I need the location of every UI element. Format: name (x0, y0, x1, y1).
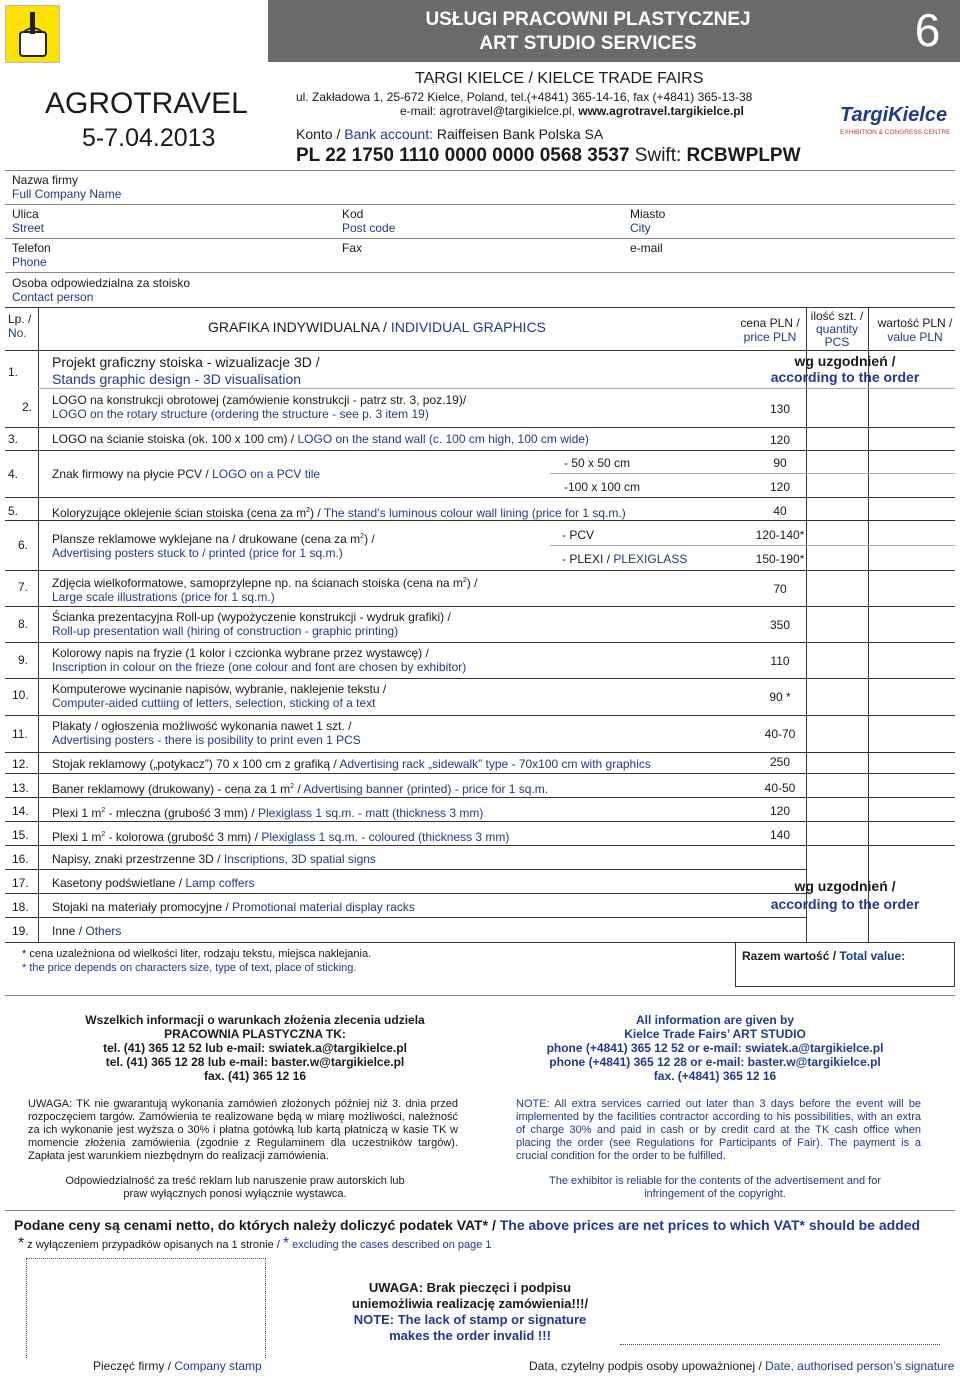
col-price-pl: cena PLN / (740, 316, 800, 330)
signature-label-pl: Data, czytelny podpis osoby upoważnionej / (529, 1359, 766, 1373)
row9-number: 9. (18, 653, 29, 667)
field-postcode-label-pl: Kod (342, 207, 364, 221)
row1-en: Stands graphic design - 3D visualisation (52, 371, 302, 387)
row19-en: Others (85, 924, 122, 938)
organizer-name: TARGI KIELCE / KIELCE TRADE FAIRS (415, 70, 704, 87)
late-order-warning-pl: UWAGA: TK nie gwarantują wykonania zamówień złożonych później niż 3. dnia przed rozpoczęciem targów. Zamówienia te realizowane będą w miarę możliwości, należność za ich wykonanie jest wyższa o 30% i płatna gotówką lub kartą płatniczą w kasie TK w momencie złożenia zamówienia (zgodnie z Regulaminem dla uczestników targów). Zapłata jest warunkiem niezbędnym do realizacji zamówienia. (28, 1098, 458, 1162)
row7-sup: 2 (462, 577, 467, 584)
row13-price: 40-50 (764, 781, 796, 795)
bank-name: Raiffeisen Bank Polska SA (433, 126, 604, 142)
row9-en: Inscription in colour on the frieze (one colour and font are chosen by exhibitor) (52, 660, 467, 674)
col-qty-en: quantity (815, 322, 859, 336)
row6-option1: - PCV (562, 528, 595, 542)
row1-number: 1. (8, 365, 19, 379)
row6-pl2: ) / (364, 532, 375, 546)
footnote-pl: * cena uzależniona od wielkości liter, rodzaju tekstu, miejsca naklejania. (22, 948, 372, 960)
row5-sup: 2 (306, 507, 311, 514)
row1-description (52, 354, 320, 388)
row11-pl: Plakaty / ogłoszenia możliwość wykonania nawet 1 szt. / (52, 719, 352, 733)
paint-can-icon (6, 6, 61, 64)
row18-number: 18. (12, 900, 29, 914)
row6-price1: 120-140* (755, 528, 805, 542)
stamp-warning-pl1: UWAGA: Brak pieczęci i podpisu (368, 1280, 572, 1295)
field-contact-person[interactable] (12, 276, 190, 304)
row15-description (52, 828, 509, 844)
header-title-pl: USŁUGI PRACOWNI PLASTYCZNEJ (425, 9, 751, 30)
row19-pl: Inne / (52, 924, 86, 938)
row7-number: 7. (18, 580, 29, 594)
row15-pl2: - kolorowa (grubość 3 mm) / (105, 830, 262, 844)
row14-pl: Plexi 1 m (52, 806, 102, 820)
row5-number: 5. (8, 504, 19, 518)
total-label-pl: Razem wartość / (742, 949, 840, 963)
field-phone-label-en: Phone (12, 255, 47, 269)
row15-number: 15. (12, 828, 29, 842)
row9-price: 110 (770, 654, 790, 668)
field-phone-label-pl: Telefon (12, 241, 51, 255)
brand-logo-sub: EXHIBITION & CONGRESS CENTRE (840, 129, 951, 136)
col-price-header (735, 316, 805, 344)
row4-price2: 120 (769, 480, 791, 494)
row4-price1: 90 (773, 456, 787, 470)
row4-description (52, 467, 320, 481)
row7-description (52, 574, 477, 604)
row9-description (52, 646, 466, 674)
row17-number: 17. (12, 876, 29, 890)
row11-description (52, 719, 361, 747)
field-company-label-en: Full Company Name (12, 187, 122, 201)
row3-number: 3. (8, 432, 19, 446)
vat-star-1: * (18, 1235, 25, 1252)
row4-pl: Znak firmowy na płycie PCV / (52, 467, 213, 481)
field-street-label-en: Street (12, 221, 45, 235)
row12-en: Advertising rack „sidewalk” type - 70x100 cm with graphics (339, 757, 651, 771)
section-number: 6 (895, 0, 960, 62)
row1-price-en: according to the order (770, 369, 920, 385)
info-pl-line1: Wszelkich informacji o warunkach złożenia zlecenia udziela (85, 1013, 425, 1027)
row11-number: 11. (12, 727, 28, 741)
row8-pl: Ścianka prezentacyjna Roll-up (wypożyczenie konstrukcji - wydruk grafiki) / (52, 610, 451, 624)
row7-pl: Zdjęcia wielkoformatowe, samoprzylepne np. na ścianach stoiska (cena na m (52, 576, 463, 590)
row17-en: Lamp coffers (185, 876, 255, 890)
row2-number: 2. (22, 400, 33, 414)
row13-pl2: / (294, 782, 304, 796)
vat-notice (14, 1217, 920, 1233)
field-street[interactable] (12, 207, 44, 235)
row13-number: 13. (12, 781, 29, 795)
row11-price: 40-70 (764, 727, 796, 741)
row5-en: The stand’s luminous colour wall lining (price for 1 sq.m.) (323, 506, 626, 520)
total-value-box[interactable] (735, 942, 955, 987)
row3-description (52, 432, 589, 446)
row6-option2-pl: - PLEXI / (562, 552, 614, 566)
info-pl-line5: fax. (41) 365 12 16 (203, 1069, 307, 1083)
row2-en: LOGO on the rotary structure (ordering the structure - see p. 3 item 19) (52, 407, 429, 421)
row17-description (52, 876, 255, 890)
row6-option2-en: PLEXIGLASS (613, 552, 688, 566)
col-no-header (8, 312, 31, 340)
row12-price: 250 (769, 755, 791, 769)
row12-description (52, 757, 651, 771)
info-pl (40, 1013, 470, 1083)
info-en-line3: phone (+4841) 365 12 52 or e-mail: swiatek.a@targikielce.pl (546, 1041, 884, 1055)
row19-description (52, 924, 121, 938)
header-bar (268, 0, 908, 62)
graphics-title-pl: GRAFIKA INDYWIDUALNA / (208, 319, 391, 335)
field-postcode[interactable] (342, 207, 395, 235)
info-en-line2: Kielce Trade Fairs’ ART STUDIO (624, 1027, 806, 1041)
field-email[interactable]: e-mail (630, 241, 663, 255)
row10-price: 90 * (769, 690, 791, 704)
vat-exclusion (18, 1235, 492, 1253)
late-order-warning-en: NOTE: All extra services carried out later than 3 days before the event will be implemented by the facilities contractor according to his possibilities, with an extra of charge 30% and paid in cash or by credit card at the TK cash office when placing the order (see Regulations for Participants of Fair). The payment is a crucial condition for the order to be fulfilled. (516, 1098, 921, 1162)
row16-description (52, 852, 376, 866)
row18-en: Promotional material display racks (232, 900, 415, 914)
bank-account-line (296, 126, 603, 142)
vat-notice-pl: Podane ceny są cenami netto, do których należy doliczyć podatek VAT* / (14, 1217, 500, 1233)
vat-exclusion-en: excluding the cases described on page 1 (289, 1239, 492, 1251)
row4-option2: -100 x 100 cm (564, 480, 641, 494)
organizer-contact (400, 104, 744, 118)
row15-pl: Plexi 1 m (52, 830, 102, 844)
row8-description (52, 610, 451, 638)
row2-description (52, 393, 466, 421)
row12-number: 12. (12, 757, 29, 771)
footnote (22, 947, 371, 975)
organizer-address: ul. Zakładowa 1, 25-672 Kielce, Poland, tel.(+4841) 365-14-16, fax (+4841) 365-13-38 (296, 90, 753, 104)
row13-sup: 2 (290, 783, 294, 790)
graphics-title-en: INDIVIDUAL GRAPHICS (390, 319, 546, 335)
row7-pl2: ) / (466, 576, 478, 590)
responsibility-pl: Odpowiedzialność za treść reklam lub naruszenie praw autorskich lub praw wyłącznych ponosi wyłącznie wystawca. (65, 1175, 405, 1200)
row10-description (52, 682, 386, 710)
row5-pl2: ) / (310, 506, 324, 520)
info-pl-line2: PRACOWNIA PLASTYCZNA TK: (164, 1027, 346, 1041)
col-qty-pl: ilość szt. / (810, 309, 864, 323)
info-en-line5: fax. (+4841) 365 12 16 (653, 1069, 777, 1083)
row5-price: 40 (773, 504, 787, 518)
vat-star-2: * (282, 1235, 290, 1252)
row6-option2 (562, 552, 687, 566)
row10-pl: Komputerowe wycinanie napisów, wybranie, naklejenie tekstu / (52, 682, 387, 696)
row9-pl: Kolorowy napis na fryzie (1 kolor i czcionka wybrane przez wystawcę) / (52, 646, 429, 660)
row14-en: Plexiglass 1 sq.m. - matt (thickness 3 mm) (257, 806, 484, 820)
vat-exclusion-pl: z wyłączeniem przypadków opisanych na 1 stronie / (24, 1239, 283, 1251)
row10-number: 10. (12, 688, 29, 702)
row6-pl: Plansze reklamowe wyklejane na / drukowane (cena za m (52, 532, 361, 546)
field-city-label-pl: Miasto (630, 207, 666, 221)
row3-price: 120 (769, 433, 791, 447)
row14-pl2: - mleczna (grubość 3 mm) / (105, 806, 258, 820)
info-en-line1: All information are given by (635, 1013, 795, 1027)
rows16-19-price (735, 877, 955, 913)
swift-code: RCBWPLPW (686, 145, 801, 166)
col-no-pl: Lp. / (8, 312, 32, 326)
row19-number: 19. (12, 924, 29, 938)
signature-label-en: Date, authorised person’s signature (765, 1359, 955, 1373)
targi-kielce-logo (840, 104, 951, 136)
graphics-section-title (208, 319, 546, 335)
row4-option1: - 50 x 50 cm (564, 456, 631, 470)
row6-number: 6. (18, 538, 29, 552)
row15-sup: 2 (101, 831, 106, 838)
stamp-warning (330, 1280, 610, 1344)
row11-en: Advertising posters - there is posibility to print even 1 PCS (52, 733, 361, 747)
account-label-en: Bank account: (344, 126, 433, 142)
row15-price: 140 (769, 828, 791, 842)
row16-number: 16. (12, 852, 29, 866)
row6-price2: 150-190* (755, 552, 805, 566)
row4-en: LOGO on a PCV tile (212, 467, 321, 481)
total-label-en: Total value: (839, 949, 906, 963)
company-stamp-label-pl: Pieczęć firmy / (93, 1359, 175, 1373)
row4-number: 4. (8, 467, 19, 481)
brand-logo-text: TargiKielce (840, 104, 948, 126)
row1-price (735, 353, 955, 385)
organizer-email: e-mail: agrotravel@targikielce.pl, (400, 104, 579, 118)
signature-label (529, 1359, 954, 1373)
row1-pl: Projekt graficzny stoiska - wizualizacje 3D / (52, 354, 320, 370)
row1-price-pl: wg uzgodnień / (794, 353, 896, 369)
col-price-en: price PLN (743, 330, 797, 344)
info-pl-line4: tel. (41) 365 12 28 lub e-mail: baster.w@targikielce.pl (105, 1055, 405, 1069)
col-qty-header (806, 310, 868, 349)
iban-line (296, 145, 801, 167)
col-value-pl: wartość PLN / (877, 316, 953, 330)
fair-dates: 5-7.04.2013 (82, 124, 216, 152)
header-title-en: ART STUDIO SERVICES (479, 33, 697, 54)
row7-price: 70 (773, 582, 787, 596)
row6-en: Advertising posters stuck to / printed (price for 1 sq.m.) (52, 546, 343, 560)
iban: PL 22 1750 1110 0000 0000 0568 3537 (296, 145, 630, 166)
col-no-en: No. (8, 326, 27, 340)
row16-en: Inscriptions, 3D spatial signs (223, 852, 376, 866)
swift-label: Swift: (629, 145, 687, 166)
row18-description (52, 900, 415, 914)
row7-en: Large scale illustrations (price for 1 sq.m.) (52, 590, 275, 604)
field-city[interactable] (630, 207, 665, 235)
col-value-en: value PLN (887, 330, 943, 344)
row3-pl: LOGO na ścianie stoiska (ok. 100 x 100 cm) / (52, 432, 298, 446)
row2-price: 130 (769, 402, 791, 416)
row2-pl: LOGO na konstrukcji obrotowej (zamówienie konstrukcji - patrz str. 3, poz.19)/ (52, 393, 467, 407)
field-contact-label-pl: Osoba odpowiedzialna za stoisko (12, 276, 191, 290)
info-en-line4: phone (+4841) 365 12 28 or e-mail: baster.w@targikielce.pl (549, 1055, 881, 1069)
row17-pl: Kasetony podświetlane / (52, 876, 186, 890)
signature-line[interactable] (620, 1344, 940, 1345)
agrotravel-logo (5, 5, 60, 63)
account-label-pl: Konto / (296, 126, 345, 142)
field-company[interactable] (12, 173, 121, 201)
row6-description (52, 530, 375, 560)
company-stamp-label-en: Company stamp (174, 1359, 262, 1373)
field-fax[interactable]: Fax (342, 241, 363, 255)
row8-price: 350 (769, 618, 791, 632)
fair-name: AGROTRAVEL (45, 87, 248, 120)
vat-notice-en: The above prices are net prices to which VAT* should be added (499, 1217, 921, 1233)
row16-pl: Napisy, znaki przestrzenne 3D / (52, 852, 224, 866)
field-company-label-pl: Nazwa firmy (12, 173, 79, 187)
responsibility-en: The exhibitor is reliable for the contents of the advertisement and for infringement of the copyright. (548, 1175, 881, 1200)
row6-sup: 2 (360, 533, 365, 540)
row10-en: Computer-aided cuttiing of letters, selection, sticking of a text (52, 696, 376, 710)
row5-description (52, 504, 626, 520)
stamp-warning-en2: makes the order invalid !!! (389, 1328, 551, 1343)
row13-description (52, 780, 548, 796)
company-stamp-label (93, 1359, 262, 1373)
row13-en: Advertising banner (printed) - price for 1 sq.m. (303, 782, 549, 796)
company-stamp-area[interactable] (26, 1258, 266, 1358)
rows16-19-price-en: according to the order (770, 896, 920, 912)
row14-sup: 2 (101, 807, 106, 814)
row14-price: 120 (769, 804, 791, 818)
field-street-label-pl: Ulica (12, 207, 39, 221)
field-phone[interactable] (12, 241, 51, 269)
row5-pl: Koloryzujące oklejenie ścian stoiska (cena za m (52, 506, 307, 520)
row3-en: LOGO on the stand wall (c. 100 cm high, 100 cm wide) (297, 432, 589, 446)
row8-en: Roll-up presentation wall (hiring of construction - graphic printing) (52, 624, 399, 638)
field-city-label-en: City (630, 221, 651, 235)
rows16-19-price-pl: wg uzgodnień / (794, 878, 896, 894)
row8-number: 8. (18, 617, 29, 631)
info-en (500, 1013, 930, 1083)
row12-pl: Stojak reklamowy („potykacz”) 70 x 100 cm z grafiką / (52, 757, 340, 771)
field-postcode-label-en: Post code (342, 221, 396, 235)
row14-description (52, 804, 483, 820)
col-value-header (870, 316, 960, 344)
field-contact-label-en: Contact person (12, 290, 94, 304)
row18-pl: Stojaki na materiały promocyjne / (52, 900, 233, 914)
stamp-warning-en1: NOTE: The lack of stamp or signature (353, 1312, 587, 1327)
col-qty-pcs: PCS (824, 335, 850, 349)
info-pl-line3: tel. (41) 365 12 52 lub e-mail: swiatek.a@targikielce.pl (103, 1041, 407, 1055)
footnote-en: * the price depends on characters size, type of text, place of sticking. (22, 962, 357, 974)
row13-pl: Baner reklamowy (drukowany) - cena za 1 m (52, 782, 291, 796)
row15-en: Plexiglass 1 sq.m. - coloured (thickness 3 mm) (261, 830, 510, 844)
organizer-website[interactable]: www.agrotravel.targikielce.pl (578, 104, 744, 118)
row14-number: 14. (12, 804, 29, 818)
stamp-warning-pl2: uniemożliwia realizację zamówienia!!!/ (351, 1296, 589, 1311)
